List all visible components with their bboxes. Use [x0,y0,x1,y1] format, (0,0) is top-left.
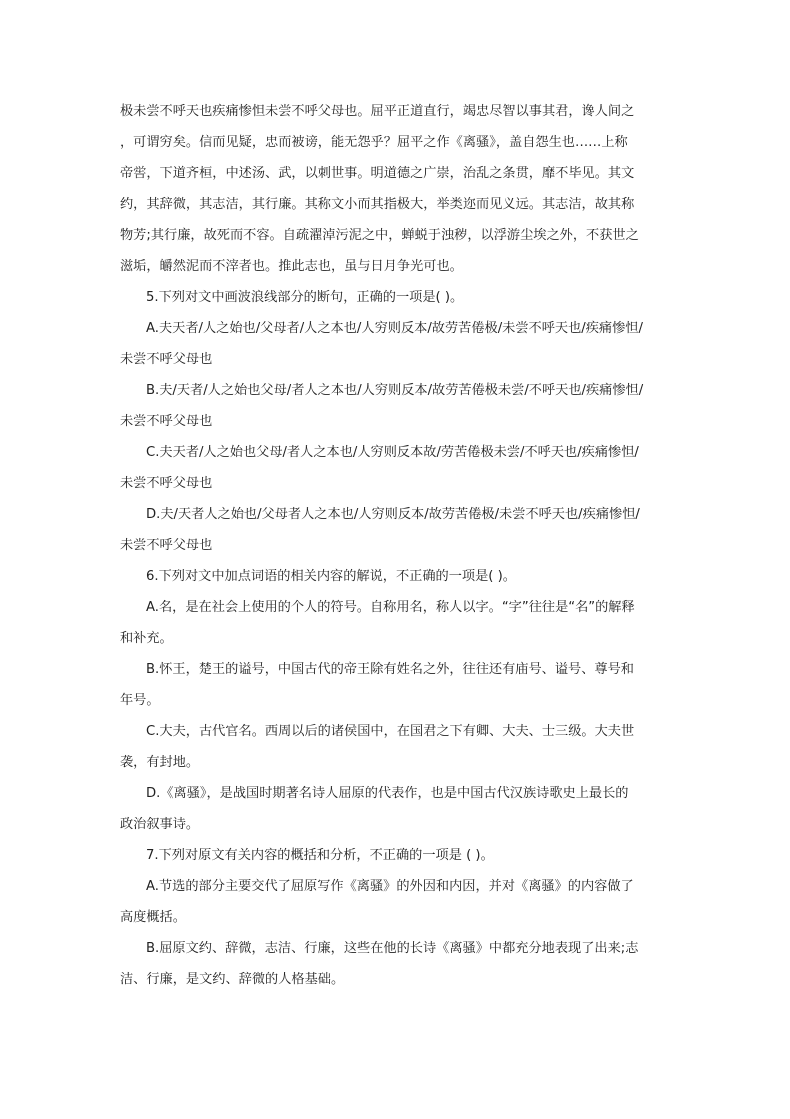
question-5-option-a-continued: 未尝不呼父母也 [120,352,213,367]
question-5-option-b-continued: 未尝不呼父母也 [120,414,213,429]
passage-line: 滋垢，皭然泥而不滓者也。推此志也，虽与日月争光可也。 [120,259,463,274]
question-5-option-d: D.夫/天者人之始也/父母者人之本也/人穷则反本/故劳苦倦极/未尝不呼天也/疾痛惨怛/ [146,507,640,522]
question-6-option-c-continued: 袭，有封地。 [120,755,200,770]
question-6-option-d-continued: 政治叙事诗。 [120,817,200,832]
question-6-stem: 6.下列对文中加点词语的相关内容的解说，不正确的一项是( )。 [146,569,516,584]
document-page [120,96,672,995]
question-6-option-d: D.《离骚》，是战国时期著名诗人屈原的代表作，也是中国古代汉族诗歌史上最长的 [146,786,629,801]
question-6-option-b: B.怀王，楚王的谥号，中国古代的帝王除有姓名之外，往往还有庙号、谥号、尊号和 [146,662,634,677]
question-7-stem: 7.下列对原文有关内容的概括和分析，不正确的一项是 ( )。 [146,848,494,863]
question-5-option-b: B.夫/天者/人之始也父母/者人之本也/人穷则反本/故劳苦倦极未尝/不呼天也/疾痛惨怛/ [146,383,644,398]
question-7-option-a-continued: 高度概括。 [120,910,186,925]
question-5-stem: 5.下列对文中画波浪线部分的断句，正确的一项是( )。 [146,290,464,305]
question-7-option-a: A.节选的部分主要交代了屈原写作《离骚》的外因和内因，并对《离骚》的内容做了 [146,879,634,894]
passage-line: 极未尝不呼天也疾痛惨怛未尝不呼父母也。屈平正道直行，竭忠尽智以事其君，谗人间之 [120,104,635,119]
passage-line: 物芳;其行廉，故死而不容。自疏濯淖污泥之中，蝉蜕于浊秽，以浮游尘埃之外，不获世之 [120,228,639,243]
question-6-option-a: A.名，是在社会上使用的个人的符号。自称用名，称人以字。“字”往往是“名”的解释 [146,600,635,615]
question-5-option-a: A.夫天者/人之始也/父母者/人之本也/人穷则反本/故劳苦倦极/未尝不呼天也/疾痛惨怛/ [146,321,643,336]
question-5-option-d-continued: 未尝不呼父母也 [120,538,213,553]
question-6-option-b-continued: 年号。 [120,693,160,708]
question-7-option-b-continued: 洁、行廉，是文约、辞微的人格基础。 [120,972,345,987]
question-7-option-b: B.屈原文约、辞微，志洁、行廉，这些在他的长诗《离骚》中都充分地表现了出来;志 [146,941,639,956]
question-6-option-a-continued: 和补充。 [120,631,173,646]
passage-line: 帝喾，下道齐桓，中述汤、武，以刺世事。明道德之广崇，治乱之条贯，靡不毕见。其文 [120,166,635,181]
passage-line: 约，其辞微，其志洁，其行廉。其称文小而其指极大，举类迩而见义远。其志洁，故其称 [120,197,635,212]
question-5-option-c-continued: 未尝不呼父母也 [120,476,213,491]
question-5-option-c: C.夫天者/人之始也父母/者人之本也/人穷则反本故/劳苦倦极未尝/不呼天也/疾痛惨怛/ [146,445,639,460]
passage-line: ，可谓穷矣。信而见疑，忠而被谤，能无怨乎？屈平之作《离骚》，盖自怨生也……上称 [120,135,628,150]
question-6-option-c: C.大夫，古代官名。西周以后的诸侯国中，在国君之下有卿、大夫、士三级。大夫世 [146,724,635,739]
